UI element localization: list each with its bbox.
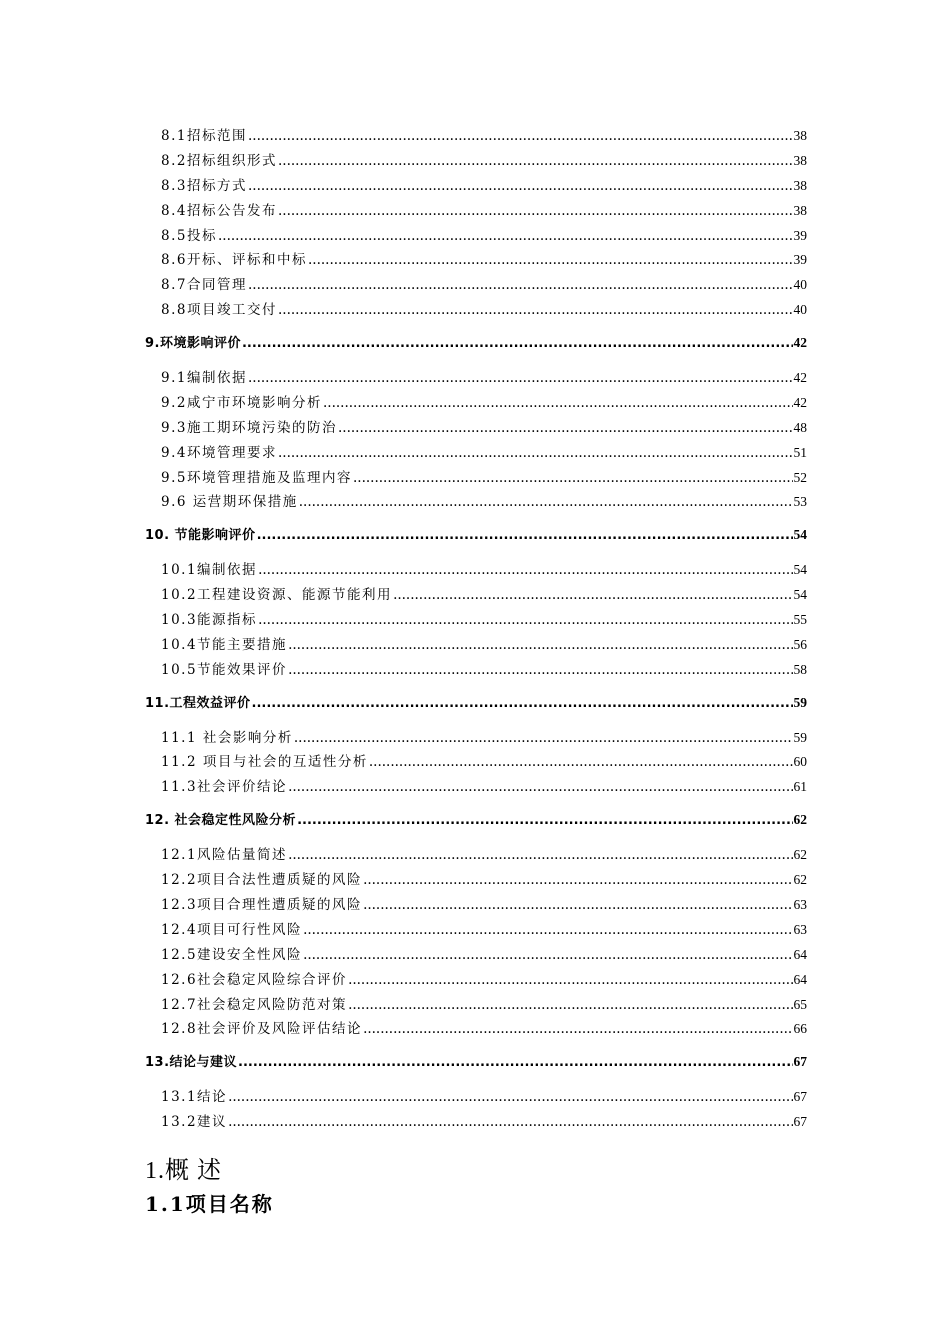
toc-page-number: 67: [793, 1114, 807, 1130]
toc-page-number: 58: [793, 661, 807, 677]
toc-chapter-entry[interactable]: [145, 692, 807, 717]
toc-section-entry[interactable]: [145, 441, 807, 466]
toc-dot-leader: [228, 1114, 792, 1130]
toc-section-entry[interactable]: [145, 224, 807, 249]
toc-page-number: 53: [793, 494, 807, 510]
toc-chapter-entry[interactable]: [145, 332, 807, 357]
toc-dot-leader: [288, 662, 792, 678]
toc-entry-label: 9.1编制依据: [161, 370, 247, 387]
toc-entry-label: 12.3项目合理性遭质疑的风险: [161, 896, 363, 913]
toc-entry-label: 8.4招标公告发布: [161, 202, 277, 219]
toc-entry-label: 12.2项目合法性遭质疑的风险: [161, 872, 363, 889]
toc-section-entry[interactable]: [145, 868, 807, 893]
toc-page-number: 59: [793, 694, 807, 710]
toc-page-number: 38: [793, 177, 807, 193]
toc-dot-leader: [228, 1089, 792, 1105]
toc-section-entry[interactable]: [145, 298, 807, 323]
toc-dot-leader: [348, 997, 792, 1013]
toc-entry-label: 13.结论与建议: [145, 1055, 238, 1071]
toc-dot-leader: [294, 730, 793, 746]
toc-entry-label: 13.1结论: [161, 1089, 228, 1106]
toc-entry-label: 11.工程效益评价: [145, 695, 251, 711]
toc-section-entry[interactable]: [145, 750, 807, 775]
toc-page-number: 63: [793, 921, 807, 937]
toc-page-number: 64: [793, 946, 807, 962]
toc-dot-leader: [238, 1055, 792, 1070]
toc-section-entry[interactable]: [145, 174, 807, 199]
toc-dot-leader: [303, 922, 792, 938]
toc-dot-leader: [248, 178, 793, 194]
toc-section-entry[interactable]: [145, 608, 807, 633]
toc-dot-leader: [363, 897, 792, 913]
toc-page-number: 67: [793, 1089, 807, 1105]
toc-entry-label: 9.2咸宁市环境影响分析: [161, 394, 322, 411]
toc-chapter-entry[interactable]: [145, 1051, 807, 1076]
toc-page-number: 64: [793, 971, 807, 987]
toc-page-number: 62: [793, 872, 807, 888]
toc-dot-leader: [393, 587, 792, 603]
toc-page-number: 63: [793, 896, 807, 912]
toc-entry-label: 12.8社会评价及风险评估结论: [161, 1021, 363, 1038]
toc-section-entry[interactable]: [145, 658, 807, 683]
toc-page-number: 62: [793, 847, 807, 863]
toc-dot-leader: [323, 395, 793, 411]
toc-dot-leader: [363, 872, 792, 888]
toc-entry-label: 8.6开标、评标和中标: [161, 252, 307, 269]
toc-section-entry[interactable]: [145, 366, 807, 391]
table-of-contents: [145, 124, 807, 1135]
toc-entry-label: 12.1风险估量简述: [161, 847, 288, 864]
toc-section-entry[interactable]: [145, 633, 807, 658]
toc-section-entry[interactable]: [145, 466, 807, 491]
toc-section-entry[interactable]: [145, 416, 807, 441]
toc-section-entry[interactable]: [145, 968, 807, 993]
toc-page-number: 54: [793, 527, 807, 543]
toc-entry-label: 10.4节能主要措施: [161, 636, 288, 653]
toc-entry-label: 10.2工程建设资源、能源节能利用: [161, 587, 393, 604]
toc-entry-label: 8.5投标: [161, 227, 217, 244]
toc-page-number: 67: [793, 1054, 807, 1070]
toc-entry-label: 10.1编制依据: [161, 562, 258, 579]
toc-page-number: 39: [793, 252, 807, 268]
toc-dot-leader: [278, 302, 793, 318]
toc-entry-label: 8.8项目竣工交付: [161, 302, 277, 319]
toc-page-number: 55: [793, 612, 807, 628]
toc-section-entry[interactable]: [145, 391, 807, 416]
toc-entry-label: 10.5节能效果评价: [161, 661, 288, 678]
toc-dot-leader: [338, 420, 793, 436]
toc-dot-leader: [248, 277, 793, 293]
toc-section-entry[interactable]: [145, 993, 807, 1018]
toc-entry-label: 8.3招标方式: [161, 177, 247, 194]
toc-entry-label: 8.1招标范围: [161, 128, 247, 144]
toc-dot-leader: [257, 528, 793, 543]
toc-page-number: 38: [793, 128, 807, 143]
toc-page-number: 62: [793, 812, 807, 828]
toc-section-entry[interactable]: [145, 1017, 807, 1042]
toc-page-number: 48: [793, 419, 807, 435]
toc-entry-label: 9.4环境管理要求: [161, 444, 277, 461]
toc-dot-leader: [303, 947, 792, 963]
toc-section-entry[interactable]: [145, 893, 807, 918]
toc-dot-leader: [248, 370, 793, 386]
toc-dot-leader: [299, 494, 793, 510]
toc-entry-label: 10.3能源指标: [161, 612, 258, 629]
toc-page-number: 60: [793, 754, 807, 770]
toc-entry-label: 9.5环境管理措施及监理内容: [161, 469, 352, 486]
toc-section-entry[interactable]: [145, 490, 807, 515]
toc-entry-label: 12.6社会稳定风险综合评价: [161, 971, 348, 988]
toc-dot-leader: [252, 696, 793, 711]
toc-page-number: 61: [793, 779, 807, 795]
toc-dot-leader: [218, 228, 793, 244]
toc-dot-leader: [288, 847, 792, 863]
toc-entry-label: 9.3施工期环境污染的防治: [161, 419, 337, 436]
toc-page-number: 51: [793, 444, 807, 460]
section-heading-overview: 1.概 述: [145, 1158, 222, 1184]
toc-page-number: 66: [793, 1021, 807, 1037]
toc-page-number: 40: [793, 302, 807, 318]
toc-section-entry[interactable]: [145, 149, 807, 174]
toc-dot-leader: [242, 336, 793, 351]
toc-page-number: 59: [793, 729, 807, 745]
toc-dot-leader: [258, 562, 792, 578]
toc-section-entry[interactable]: [145, 124, 807, 149]
toc-section-entry[interactable]: [145, 843, 807, 868]
toc-entry-label: 8.7合同管理: [161, 277, 247, 294]
toc-section-entry[interactable]: [145, 918, 807, 943]
toc-entry-label: 9.6 运营期环保措施: [161, 494, 298, 511]
toc-dot-leader: [353, 470, 793, 486]
toc-entry-label: 9.环境影响评价: [145, 336, 241, 352]
toc-page-number: 54: [793, 562, 807, 578]
toc-page-number: 42: [793, 394, 807, 410]
toc-section-entry[interactable]: [145, 943, 807, 968]
toc-page-number: 52: [793, 469, 807, 485]
toc-section-entry[interactable]: [145, 726, 807, 751]
toc-entry-label: 12.4项目可行性风险: [161, 921, 303, 938]
toc-page-number: 54: [793, 587, 807, 603]
toc-page-number: 56: [793, 636, 807, 652]
toc-section-entry[interactable]: [145, 1110, 807, 1135]
toc-dot-leader: [369, 754, 793, 770]
toc-dot-leader: [308, 252, 793, 268]
toc-dot-leader: [278, 203, 793, 219]
toc-chapter-entry[interactable]: [145, 524, 807, 549]
toc-entry-label: 8.2招标组织形式: [161, 152, 277, 169]
toc-entry-label: 12.5建设安全性风险: [161, 946, 303, 963]
toc-section-entry[interactable]: [145, 1085, 807, 1110]
toc-dot-leader: [288, 637, 792, 653]
toc-page-number: 38: [793, 152, 807, 168]
toc-dot-leader: [288, 779, 792, 795]
toc-page-number: 42: [793, 335, 807, 351]
toc-dot-leader: [278, 153, 793, 169]
toc-dot-leader: [278, 445, 793, 461]
toc-entry-label: 13.2建议: [161, 1114, 228, 1131]
toc-page-number: 65: [793, 996, 807, 1012]
toc-dot-leader: [348, 972, 792, 988]
toc-entry-label: 12. 社会稳定性风险分析: [145, 813, 297, 829]
toc-entry-label: 11.1 社会影响分析: [161, 729, 293, 746]
toc-entry-label: 11.3社会评价结论: [161, 779, 288, 796]
toc-chapter-entry[interactable]: [145, 809, 807, 834]
toc-section-entry[interactable]: [145, 199, 807, 224]
toc-section-entry[interactable]: [145, 775, 807, 800]
toc-entry-label: 11.2 项目与社会的互适性分析: [161, 754, 368, 771]
toc-dot-leader: [363, 1021, 792, 1037]
toc-entry-label: 10. 节能影响评价: [145, 528, 256, 544]
toc-dot-leader: [248, 128, 793, 144]
toc-page-number: 42: [793, 370, 807, 386]
toc-entry-label: 12.7社会稳定风险防范对策: [161, 996, 348, 1013]
toc-section-entry[interactable]: [145, 558, 807, 583]
subsection-heading-project-name: 1.1项目名称: [145, 1192, 274, 1216]
toc-section-entry[interactable]: [145, 583, 807, 608]
toc-section-entry[interactable]: [145, 248, 807, 273]
toc-page-number: 38: [793, 202, 807, 218]
toc-page-number: 40: [793, 277, 807, 293]
toc-section-entry[interactable]: [145, 273, 807, 298]
toc-page-number: 39: [793, 227, 807, 243]
toc-dot-leader: [258, 612, 792, 628]
toc-dot-leader: [297, 813, 792, 828]
